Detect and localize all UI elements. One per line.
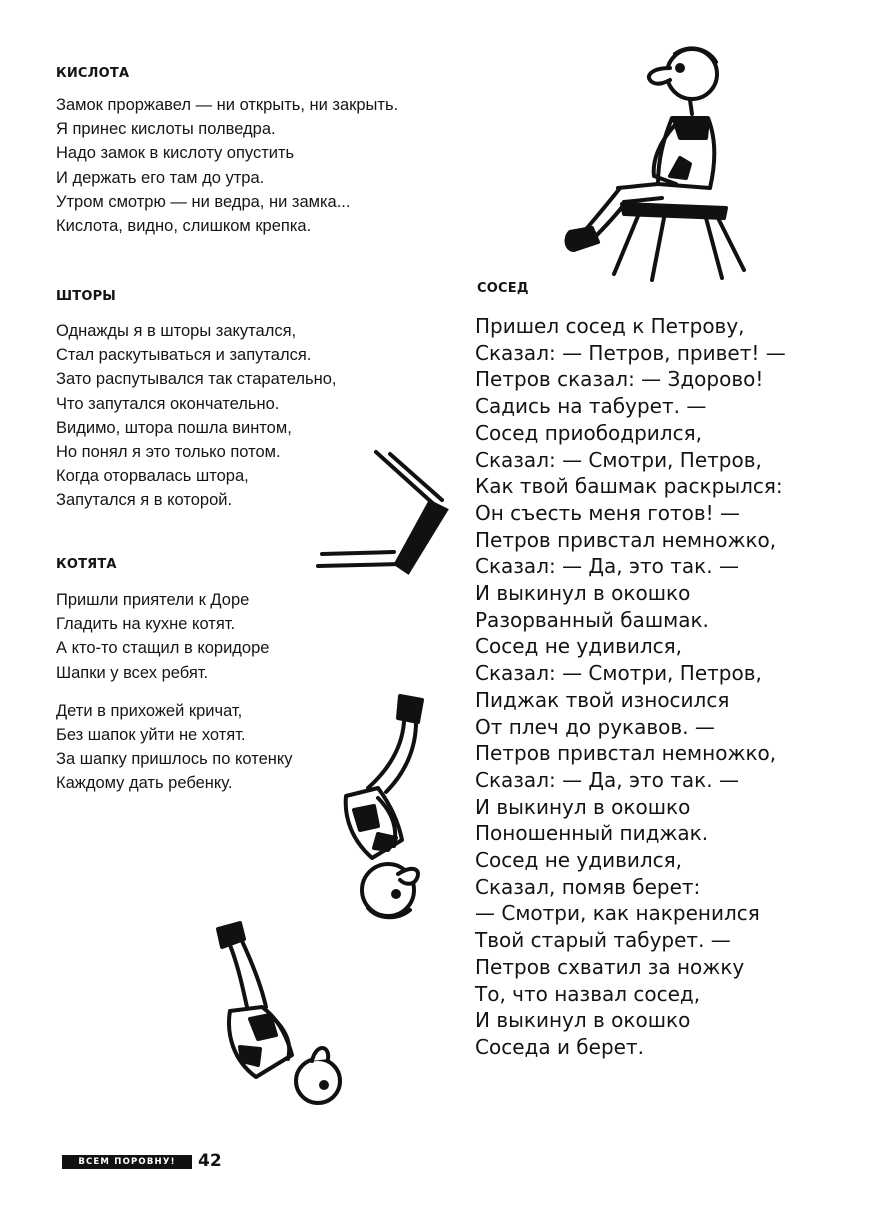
poem-line: Сказал: — Да, это так. — (475, 554, 739, 579)
poem-line: И выкинул в окошко (475, 794, 691, 819)
poem-title-kotyata: КОТЯТА (56, 557, 117, 572)
sitting-man-illustration (540, 38, 790, 290)
poem-line: И выкинул в окошко (475, 581, 691, 606)
poem-line: И держать его там до утра. (56, 168, 265, 187)
poem-line: Как твой башмак раскрылся: (475, 474, 783, 499)
poem-line: Сказал: — Да, это так. — (475, 767, 739, 792)
poem-line: Он съесть меня готов! — (475, 500, 741, 525)
poem-title-kislota: КИСЛОТА (56, 66, 130, 81)
stanza-gap (56, 685, 293, 699)
poem-line: А кто-то стащил в коридоре (56, 639, 270, 658)
poem-line: Сказал: — Смотри, Петров, (475, 661, 762, 686)
poem-line: То, что назвал сосед, (475, 981, 701, 1006)
poem-line: Но понял я это только потом. (56, 443, 281, 462)
poem-line: Сказал: — Смотри, Петров, (475, 447, 762, 472)
poem-line: Дети в прихожей кричат, (56, 701, 243, 720)
poem-line: Садись на табурет. — (475, 394, 707, 419)
poem-line: И выкинул в окошко (475, 1008, 691, 1033)
poem-line: Зато распутывался так старательно, (56, 370, 337, 389)
poem-shtory-text (56, 319, 337, 513)
poem-line: Утром смотрю — ни ведра, ни замка... (56, 192, 351, 211)
poem-line: Петров привстал немножко, (475, 527, 777, 552)
poem-line: Замок проржавел — ни открыть, ни закрыть. (56, 96, 399, 114)
poem-line: Что запутался окончательно. (56, 394, 280, 413)
poem-line: Петров схватил за ножку (475, 954, 745, 979)
poem-line: Пришел сосед к Петрову, (475, 314, 745, 338)
poem-line: Однажды я в шторы закутался, (56, 322, 297, 340)
poem-line: Разорванный башмак. (475, 607, 709, 632)
poem-line: Сосед не удивился, (475, 848, 683, 873)
poem-line: Надо замок в кислоту опустить (56, 144, 295, 163)
poem-line: Без шапок уйти не хотят. (56, 726, 246, 745)
poem-line: Соседа и берет. (475, 1034, 644, 1059)
poem-line: Стал раскутываться и запутался. (56, 346, 312, 365)
book-title-banner (62, 1155, 192, 1169)
poem-line: Я принес кислоты полведра. (56, 120, 276, 139)
poem-line: Петров сказал: — Здорово! (475, 367, 764, 392)
poem-line: За шапку пришлось по котенку (56, 750, 293, 769)
poem-line: Гладить на кухне котят. (56, 615, 236, 634)
poem-line: От плеч до рукавов. — (475, 714, 715, 739)
page-number: 42 (198, 1151, 222, 1171)
poem-line: Сказал: — Петров, привет! — (475, 340, 786, 365)
poem-title-shtory: ШТОРЫ (56, 289, 116, 304)
poem-line: Шапки у всех ребят. (56, 663, 209, 682)
falling-boy-illustration (318, 688, 448, 938)
poem-line: Петров привстал немножко, (475, 741, 777, 766)
poem-line: Поношенный пиджак. (475, 821, 709, 846)
poem-line: Сосед не удивился, (475, 634, 683, 659)
falling-man-illustration (200, 915, 370, 1115)
poem-line: Видимо, штора пошла винтом, (56, 418, 292, 437)
poem-line: Сказал, помяв берет: (475, 874, 701, 899)
poem-sosed-text (475, 313, 786, 1061)
poem-line: Кислота, видно, слишком крепка. (56, 217, 312, 236)
poem-kotyata-text (56, 588, 293, 796)
book-title-text: ВСЕМ ПОРОВНУ! (78, 1157, 176, 1167)
broken-stool-illustration (312, 440, 472, 580)
poem-line: Пиджак твой износился (475, 687, 730, 712)
poem-line: Когда оторвалась штора, (56, 467, 249, 486)
poem-line: Сосед приободрился, (475, 420, 702, 445)
poem-line: — Смотри, как накренился (475, 901, 760, 926)
poem-line: Пришли приятели к Доре (56, 591, 250, 609)
poem-kislota-text (56, 93, 398, 238)
poem-title-sosed: СОСЕД (477, 281, 529, 296)
poem-line: Запутался я в которой. (56, 491, 233, 510)
poem-line: Каждому дать ребенку. (56, 774, 233, 793)
poem-line: Твой старый табурет. — (475, 928, 731, 953)
